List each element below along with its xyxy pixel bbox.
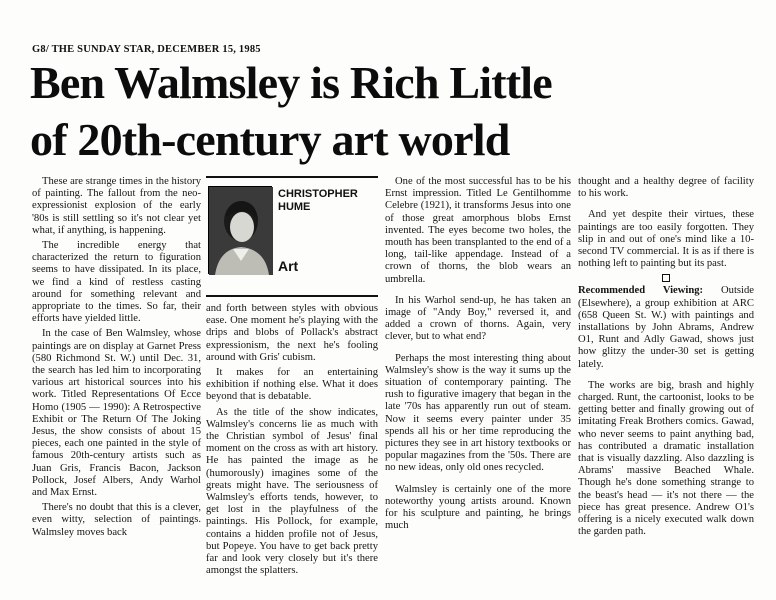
byline-divider — [206, 295, 378, 297]
recommended-body: Outside (Elsewhere), a group exhibition at ARC (658 Queen St. W.) with paintings and installations by John Abrams, Andrew O1, Runt and Adly Gawad, shows just how glitzy the under-30 set is getting lately. — [578, 285, 754, 370]
paragraph: As the title of the show indicates, Walmsley's concerns lie as much with the Christian symbol of Jesus' final moment on the cross as with art history. He has painted the image as he (humorously) imagines some of the greats might have. The seriousness of Walmsley's efforts tends, however, to get lost in the playfulness of the paintings. His Pollock, for example, contains a hidden profile not of Jesus, but Popeye. You have to get back pretty far and look very closely but it's there amongst the splatters. — [206, 406, 378, 577]
paragraph: These are strange times in the history of painting. The fallout from the neo-expressionist explosion of the early '80s is still settling so it's not clear yet what, if anything, is happening. — [32, 176, 201, 236]
headline-line-2: of 20th-century art world — [30, 114, 510, 165]
end-mark-icon — [662, 274, 670, 282]
paragraph: One of the most successful has to be his Ernst impression. Titled Le Gentilhomme Celebre (1921), it transforms Jesus into one of those great amorphous blobs Ernst invented. The eyes become two holes, the mouth has been transplanted to the end of a long, tail-like appendage. Instead of a crown of thorns, the blob wears an umbrella. — [385, 176, 571, 285]
author-photo-icon — [209, 187, 273, 275]
paragraph: Walmsley is certainly one of the more noteworthy young artists around. Known for his sculpture and painting, he brings much — [385, 483, 571, 532]
recommended-viewing — [578, 285, 754, 370]
paragraph: There's no doubt that this is a clever, even witty, selection of paintings. Walmsley moves back — [32, 502, 201, 538]
paragraph: In his Warhol send-up, he has taken an image of "Andy Boy," reversed it, and added a crown of thorns. Again, very clever, but to what end? — [385, 294, 571, 343]
section-label: Art — [278, 258, 299, 274]
recommended-label: Recommended Viewing: — [578, 285, 704, 297]
paragraph: and forth between styles with obvious ease. One moment he's playing with the drips and blobs of Pollack's abstract expressionism, the next he's fooling around with Gris' cubism. — [206, 303, 378, 363]
article-column-1 — [32, 176, 201, 554]
paragraph: Perhaps the most interesting thing about Walmsley's show is the way it sums up the situation of contemporary painting. The rush to figurative imagery that began in the late '70s has apparently run out of steam. Now it seems every painter under 35 spends all his or her time reproducing the pictures they see in art history textbooks or popular magazines from the '50s. There are no new ideas, only old ones recycled. — [385, 352, 571, 474]
author-name: CHRISTOPHER HUME — [278, 188, 358, 213]
paragraph: The works are big, brash and highly charged. Runt, the cartoonist, looks to be getting better and finally growing out of imitating Freak Brothers comics. Gawad, who never seems to paint anything bad, has contributed a dramatic installation that is visually dazzling. Also dazzling is Abrams' massive Beached Whale. Though he's done something strange to the beast's head — it's not there — the piece has great presence. Andrew O1's offering is a nicely executed walk down the garden path. — [578, 379, 754, 538]
article-column-4 — [578, 176, 754, 554]
article-column-3 — [385, 176, 571, 554]
article-column-2 — [206, 303, 378, 577]
paragraph: And yet despite their virtues, these paintings are too easily forgotten. They slip in and out of one's mind like a 10-second TV commercial. It is as if there is nothing left to painting but its past. — [578, 209, 754, 270]
page-folio: G8/ THE SUNDAY STAR, DECEMBER 15, 1985 — [32, 44, 261, 55]
headline-line-1: Ben Walmsley is Rich Little — [30, 57, 552, 108]
author-portrait — [208, 186, 272, 274]
byline-box — [206, 176, 378, 299]
paragraph: It makes for an entertaining exhibition if nothing else. What it does beyond that is debatable. — [206, 367, 378, 403]
paragraph: In the case of Ben Walmsley, whose paintings are on display at Garnet Press (580 Richmond St. W.) until Dec. 31, the search has led him to incorporating various art historical sources into his work. Titled Representations Of Ecce Homo (1905 — 1990): A Retrospective Exhibit or The Return Of The Joking Jesus, the show consists of about 15 pieces, each one painted in the style of famous 20th-century artists such as Juan Gris, Francis Bacon, Jackson Pollock, Josef Albers, Andy Warhol and Max Ernst. — [32, 328, 201, 499]
paragraph: thought and a healthy degree of facility to his work. — [578, 176, 754, 200]
headline — [30, 54, 760, 168]
paragraph: The incredible energy that characterized the return to figuration seems to have dissipated. In its place, we find a kind of restless casting around for something relevant and appropriate to the times. So far, their efforts have yielded little. — [32, 240, 201, 325]
